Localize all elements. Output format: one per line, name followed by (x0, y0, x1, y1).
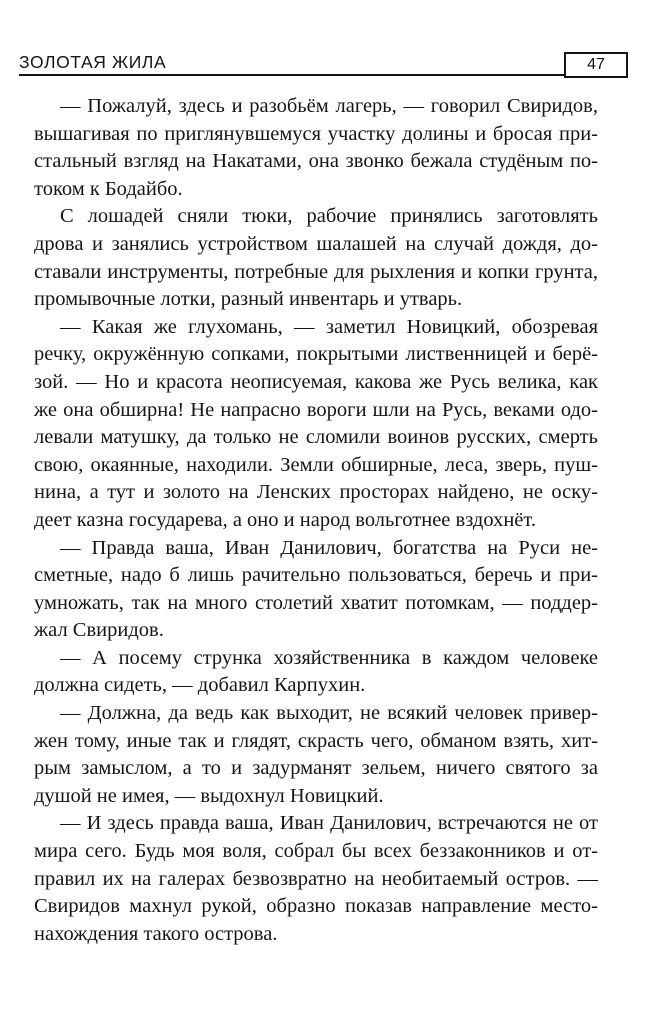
text-line: нахождения такого острова. (34, 922, 278, 945)
text-line: стальный взгляд на Накатами, она звонко бежала студёным по- (34, 150, 598, 173)
paragraph (34, 645, 598, 700)
text-line: мира сего. Будь моя воля, собрал бы всех беззаконников и от- (34, 840, 598, 863)
page-number: 47 (564, 52, 628, 78)
text-line: — Какая же глухомань, — заметил Новицкий, обозревая (60, 315, 598, 338)
text-line: деет казна государева, а оно и народ вольготнее вздохнёт. (34, 508, 536, 531)
text-line: промывочные лотки, разный инвентарь и утварь. (34, 288, 463, 311)
text-line: — А посему струнка хозяйственника в каждом человеке (60, 646, 598, 669)
text-line: током к Бодайбо. (34, 177, 183, 200)
text-line: умножать, так на много столетий хватит потомкам, — поддер- (34, 591, 598, 614)
text-line: душой не имея, — выдохнул Новицкий. (34, 784, 384, 807)
paragraph (34, 314, 598, 535)
text-line: ставали инструменты, потребные для рыхления и копки грунта, (34, 260, 598, 283)
paragraph (34, 810, 598, 948)
paragraph (34, 93, 598, 203)
paragraph (34, 535, 598, 645)
text-line: правил их на галерах безвозвратно на необитаемый остров. — (34, 867, 598, 890)
text-line: С лошадей сняли тюки, рабочие принялись заготовлять (60, 205, 598, 228)
text-line: дрова и занялись устройством шалашей на случай дождя, до- (34, 232, 598, 255)
text-line: же она обширна! Не напрасно вороги шли на Русь, веками одо- (34, 398, 598, 421)
text-line: вышагивая по приглянувшемуся участку долины и бросая при- (34, 122, 598, 145)
text-line: жал Свиридов. (34, 619, 164, 642)
text-line: сметные, надо б лишь рачительно пользоваться, беречь и при- (34, 564, 598, 587)
paragraph (34, 700, 598, 810)
text-line: жен тому, иные так и глядят, скрасть чего, обманом взять, хит- (34, 729, 598, 752)
paragraph (34, 203, 598, 313)
text-line: Свиридов махнул рукой, образно показав направление место- (34, 895, 598, 918)
running-header (19, 51, 628, 79)
text-line: свою, окаянные, находили. Земли обширные, леса, зверь, пуш- (34, 453, 598, 476)
body-text (34, 93, 598, 948)
text-line: зой. — Но и красота неописуемая, какова же Русь велика, как (34, 370, 598, 393)
text-line: — Пожалуй, здесь и разобьём лагерь, — говорил Свиридов, (60, 95, 598, 117)
text-line: должна сидеть, — добавил Карпухин. (34, 674, 366, 697)
text-line: — Должна, да ведь как выходит, не всякий человек привер- (60, 702, 598, 725)
text-line: рым замыслом, а то и задурманят зельем, ничего святого за (34, 757, 598, 780)
text-line: левали матушку, да только не сломили воинов русских, смерть (34, 426, 598, 449)
text-line: — И здесь правда ваша, Иван Данилович, встречаются не от (60, 812, 598, 835)
text-line: нина, а тут и золото на Ленских просторах найдено, не оску- (34, 481, 598, 504)
running-title: ЗОЛОТАЯ ЖИЛА (19, 52, 167, 72)
text-line: речку, окружённую сопками, покрытыми лиственницей и берё- (34, 343, 598, 366)
header-rule (19, 74, 564, 76)
text-line: — Правда ваша, Иван Данилович, богатства на Руси не- (60, 536, 598, 559)
